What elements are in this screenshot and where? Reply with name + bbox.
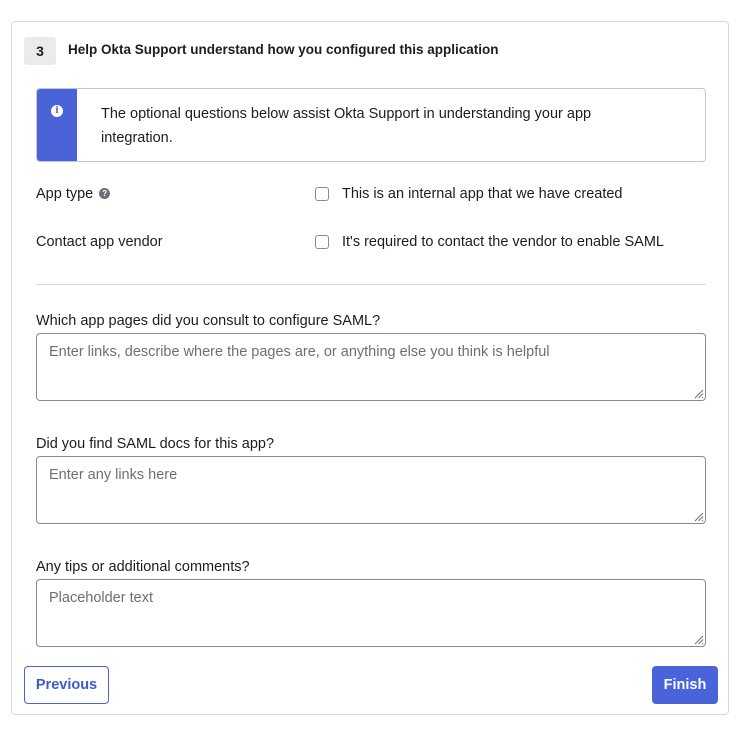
internal-app-checkbox-label: This is an internal app that we have created: [342, 186, 623, 202]
callout-accent-bar: [37, 89, 77, 161]
saml-docs-textarea[interactable]: [36, 456, 706, 524]
saml-docs-question-label: Did you find SAML docs for this app?: [36, 436, 275, 452]
internal-app-checkbox[interactable]: [315, 187, 329, 201]
contact-vendor-checkbox[interactable]: [315, 235, 329, 249]
previous-button[interactable]: Previous: [24, 666, 109, 704]
question-icon[interactable]: ?: [99, 188, 110, 199]
saml-pages-question-label: Which app pages did you consult to configure SAML?: [36, 313, 381, 329]
comments-field-wrap: [36, 579, 706, 647]
step-title: Help Okta Support understand how you configured this application: [68, 42, 499, 57]
contact-vendor-checkbox-row[interactable]: [315, 234, 664, 250]
saml-pages-textarea[interactable]: [36, 333, 706, 401]
resize-grip-icon[interactable]: [692, 387, 704, 399]
contact-vendor-label: Contact app vendor: [36, 234, 163, 250]
finish-button[interactable]: Finish: [652, 666, 718, 704]
info-callout: [36, 88, 706, 162]
step-number-badge: [24, 37, 56, 65]
saml-docs-field-wrap: [36, 456, 706, 524]
step-number: 3: [36, 43, 44, 59]
internal-app-checkbox-row[interactable]: [315, 186, 623, 202]
comments-textarea[interactable]: [36, 579, 706, 647]
saml-pages-field-wrap: [36, 333, 706, 401]
callout-text: The optional questions below assist Okta Support in understanding your app integration.: [101, 106, 592, 146]
app-type-label-text: App type: [36, 186, 94, 202]
info-icon: i: [51, 105, 63, 117]
app-type-label: [36, 186, 110, 202]
resize-grip-icon[interactable]: [692, 510, 704, 522]
resize-grip-icon[interactable]: [692, 633, 704, 645]
contact-vendor-checkbox-label: It's required to contact the vendor to enable SAML: [342, 234, 664, 250]
configuration-step-card: [11, 21, 729, 715]
comments-question-label: Any tips or additional comments?: [36, 559, 250, 575]
section-divider: [36, 284, 706, 285]
